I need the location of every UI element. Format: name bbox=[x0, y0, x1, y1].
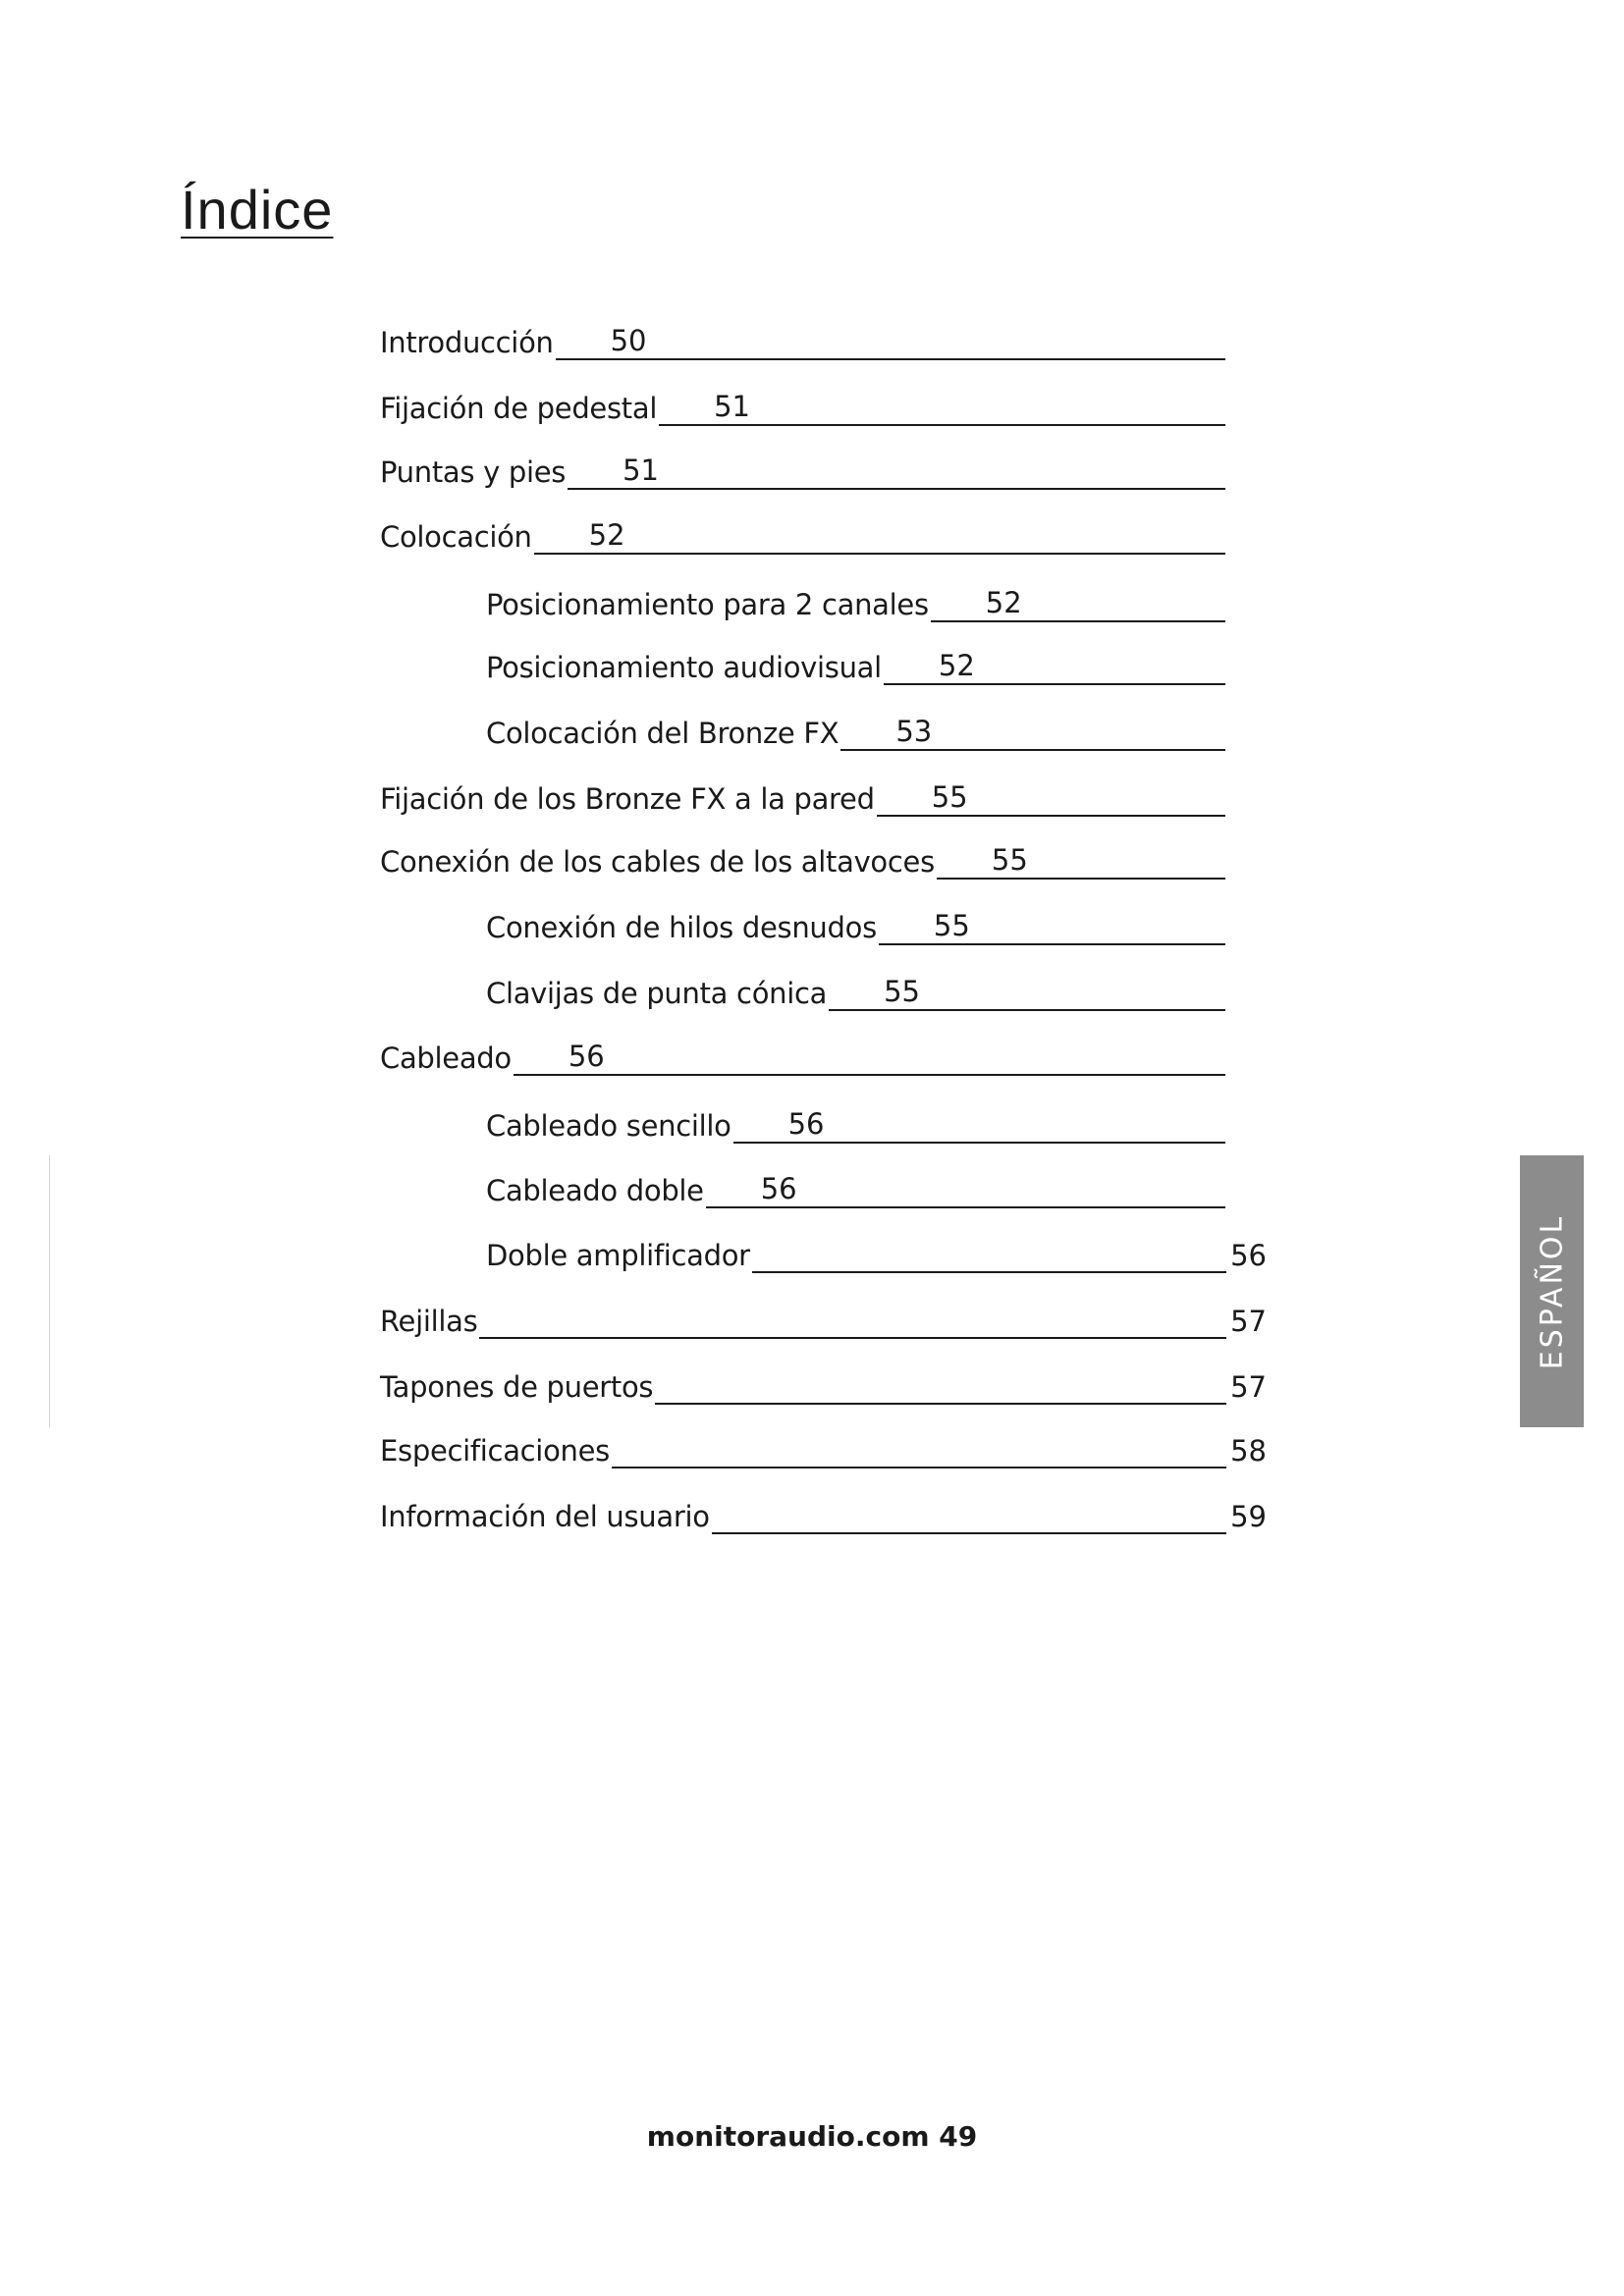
language-tab[interactable] bbox=[1520, 1155, 1584, 1427]
toc-entry-label: Tapones de puertos bbox=[380, 1370, 654, 1404]
toc-leader-line bbox=[733, 1107, 1225, 1144]
page-title: Índice bbox=[181, 179, 334, 240]
toc-entry-label: Cableado sencillo bbox=[486, 1109, 731, 1143]
toc-leader-line bbox=[612, 1466, 1226, 1468]
toc-leader-line bbox=[931, 586, 1225, 622]
toc-leader-line bbox=[514, 1040, 1225, 1076]
toc-leader-line bbox=[556, 324, 1225, 360]
toc-entry-page: 52 bbox=[985, 586, 1022, 619]
toc-leader-line bbox=[877, 780, 1225, 817]
toc-leader-line bbox=[840, 715, 1225, 751]
toc-entry-page: 55 bbox=[933, 909, 970, 942]
toc-leader-line bbox=[752, 1270, 1226, 1273]
toc-entry-label: Rejillas bbox=[380, 1305, 478, 1338]
toc-entry[interactable] bbox=[380, 1486, 1267, 1535]
toc-entry-label: Información del usuario bbox=[380, 1500, 710, 1533]
toc-entry-label: Fijación de los Bronze FX a la pared bbox=[380, 782, 875, 816]
toc-entry[interactable] bbox=[486, 1160, 1225, 1209]
toc-entry[interactable] bbox=[380, 1420, 1267, 1469]
toc-entry[interactable] bbox=[380, 1357, 1267, 1406]
toc-entry-label: Posicionamiento audiovisual bbox=[486, 651, 882, 684]
toc-entry[interactable] bbox=[486, 1225, 1267, 1274]
toc-leader-line bbox=[706, 1172, 1225, 1208]
toc-entry[interactable] bbox=[486, 1095, 1225, 1145]
language-tab-label: ESPAÑOL bbox=[1535, 1213, 1569, 1369]
toc-entry-page: 51 bbox=[623, 454, 660, 487]
toc-leader-line bbox=[879, 909, 1225, 945]
toc-leader-line bbox=[568, 454, 1225, 490]
toc-entry-page: 56 bbox=[787, 1107, 825, 1141]
toc-entry[interactable] bbox=[380, 769, 1225, 818]
toc-entry-page: 57 bbox=[1230, 1305, 1267, 1338]
toc-entry-label: Conexión de hilos desnudos bbox=[486, 911, 877, 944]
toc-entry-page: 53 bbox=[895, 715, 933, 748]
toc-entry[interactable] bbox=[380, 507, 1225, 556]
toc-entry-page: 55 bbox=[931, 780, 968, 814]
toc-leader-line bbox=[829, 975, 1225, 1011]
toc-entry-page: 55 bbox=[884, 975, 920, 1008]
page-footer: monitoraudio.com 49 bbox=[646, 2120, 978, 2153]
toc-entry-page: 58 bbox=[1230, 1434, 1267, 1468]
toc-entry-label: Especificaciones bbox=[380, 1434, 610, 1468]
toc-entry-label: Colocación del Bronze FX bbox=[486, 717, 839, 750]
toc-entry[interactable] bbox=[380, 442, 1225, 491]
margin-rule bbox=[49, 1155, 50, 1427]
toc-leader-line bbox=[534, 518, 1225, 555]
toc-entry[interactable] bbox=[486, 963, 1225, 1012]
toc-entry-label: Posicionamiento para 2 canales bbox=[486, 588, 929, 621]
toc-entry[interactable] bbox=[380, 1028, 1225, 1077]
toc-entry[interactable] bbox=[486, 574, 1225, 623]
toc-leader-line bbox=[884, 649, 1225, 685]
toc-entry-label: Introducción bbox=[380, 326, 554, 359]
toc-leader-line bbox=[937, 843, 1225, 880]
toc-leader-line bbox=[659, 390, 1225, 426]
toc-entry[interactable] bbox=[380, 1291, 1267, 1340]
toc-entry[interactable] bbox=[380, 831, 1225, 881]
toc-entry-label: Colocación bbox=[380, 520, 532, 554]
toc-entry-page: 50 bbox=[610, 324, 647, 357]
toc-entry-label: Doble amplificador bbox=[486, 1239, 750, 1272]
toc-leader-line bbox=[479, 1336, 1226, 1339]
toc-entry-label: Conexión de los cables de los altavoces bbox=[380, 845, 935, 879]
toc-entry-page: 55 bbox=[991, 843, 1028, 877]
toc-entry[interactable] bbox=[486, 703, 1225, 752]
toc-entry[interactable] bbox=[486, 897, 1225, 946]
toc-entry-page: 52 bbox=[588, 518, 625, 552]
toc-entry-label: Clavijas de punta cónica bbox=[486, 977, 828, 1010]
toc-entry-label: Cableado bbox=[380, 1041, 512, 1075]
toc-entry-page: 56 bbox=[760, 1172, 797, 1205]
toc-entry-page: 51 bbox=[714, 390, 750, 423]
toc-entry[interactable] bbox=[380, 378, 1225, 427]
toc-entry[interactable] bbox=[380, 312, 1225, 361]
toc-entry-label: Cableado doble bbox=[486, 1174, 704, 1207]
toc-entry-label: Puntas y pies bbox=[380, 455, 567, 489]
toc-entry[interactable] bbox=[486, 637, 1225, 686]
toc-entry-page: 56 bbox=[568, 1040, 605, 1073]
toc-entry-page: 57 bbox=[1230, 1370, 1267, 1404]
toc-leader-line bbox=[655, 1402, 1226, 1405]
toc-entry-page: 56 bbox=[1230, 1239, 1267, 1272]
toc-leader-line bbox=[712, 1531, 1226, 1534]
toc-entry-page: 59 bbox=[1230, 1500, 1267, 1533]
toc-entry-page: 52 bbox=[938, 649, 975, 682]
toc-entry-label: Fijación de pedestal bbox=[380, 392, 658, 425]
